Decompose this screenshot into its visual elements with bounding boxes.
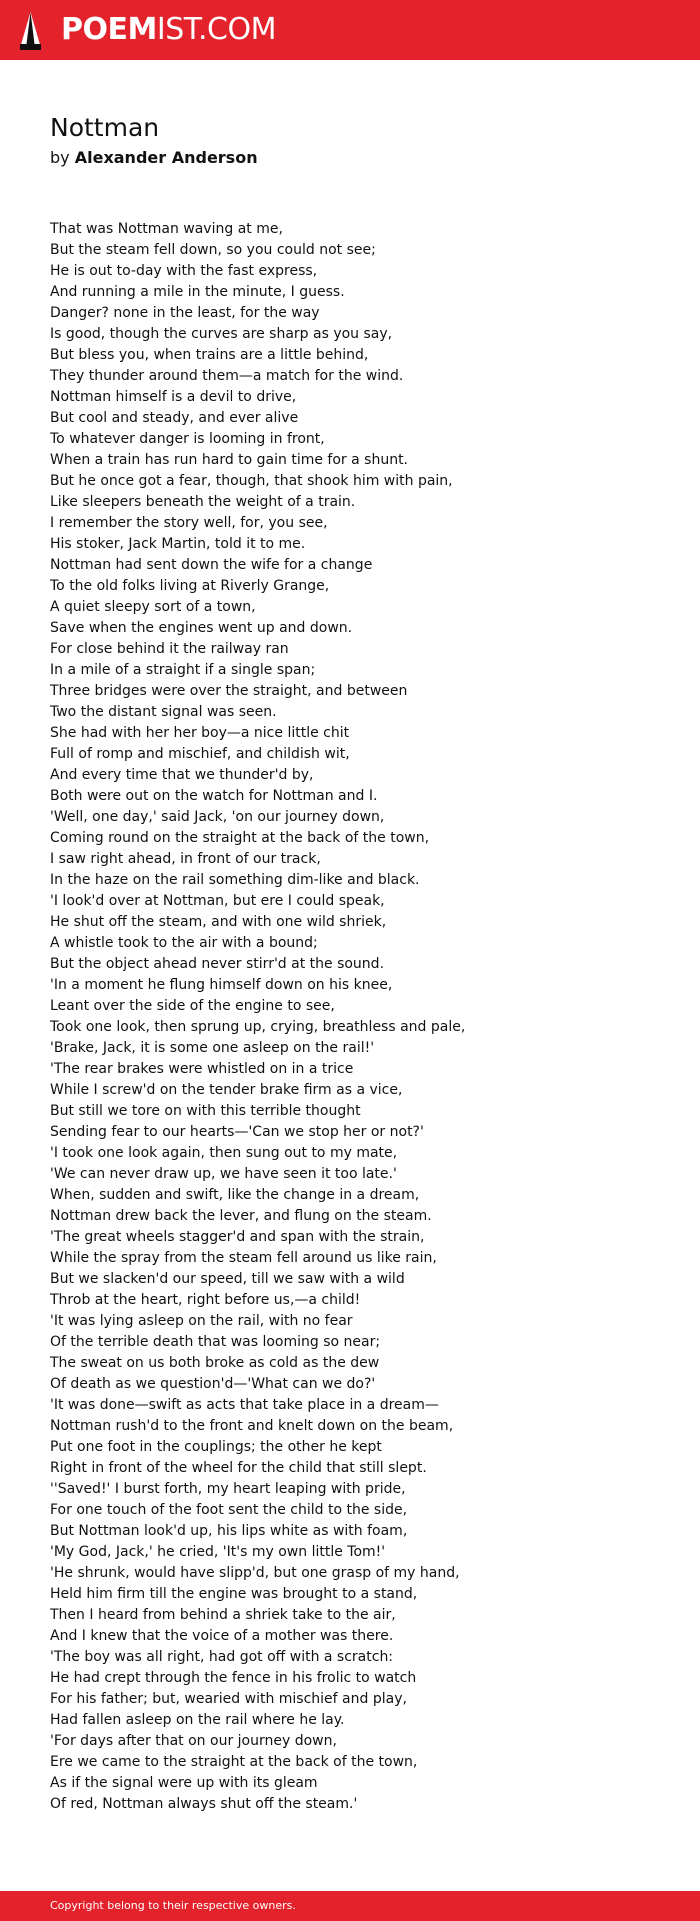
poem-line: While I screw'd on the tender brake firm as a vice, [50, 1082, 403, 1098]
poem-header [50, 110, 650, 170]
poem-line: 'In a moment he flung himself down on his knee, [50, 977, 393, 993]
poem-line: When, sudden and swift, like the change in a dream, [50, 1187, 420, 1203]
poem-line: Coming round on the straight at the back of the town, [50, 830, 430, 846]
byline-prefix: by [50, 148, 70, 167]
poem-line: 'My God, Jack,' he cried, 'It's my own little Tom!' [50, 1544, 386, 1560]
poem-line: But still we tore on with this terrible thought [50, 1103, 361, 1119]
poem-line: To whatever danger is looming in front, [50, 431, 325, 447]
poem-line: In the haze on the rail something dim-like and black. [50, 872, 420, 888]
poem-line: 'For days after that on our journey down, [50, 1733, 337, 1749]
poem-line: 'It was done—swift as acts that take place in a dream— [50, 1397, 439, 1413]
poem-line: But bless you, when trains are a little behind, [50, 347, 369, 363]
poem-line: That was Nottman waving at me, [50, 221, 283, 237]
poem-line: She had with her her boy—a nice little chit [50, 725, 350, 741]
poem-line: But he once got a fear, though, that shook him with pain, [50, 473, 453, 489]
poem-line: Of red, Nottman always shut off the steam.' [50, 1796, 358, 1812]
poem-line: While the spray from the steam fell around us like rain, [50, 1250, 437, 1266]
poem-line: Sending fear to our hearts—'Can we stop her or not?' [50, 1124, 424, 1140]
poem-line: Put one foot in the couplings; the other he kept [50, 1439, 382, 1455]
poem-line: A quiet sleepy sort of a town, [50, 599, 256, 615]
poem-line: Is good, though the curves are sharp as you say, [50, 326, 393, 342]
poem-line: Nottman drew back the lever, and flung on the steam. [50, 1208, 432, 1224]
poem-line: 'We can never draw up, we have seen it too late.' [50, 1166, 397, 1182]
poem-line: They thunder around them—a match for the wind. [50, 368, 404, 384]
poem-line: 'Well, one day,' said Jack, 'on our journey down, [50, 809, 385, 825]
poem-line: Like sleepers beneath the weight of a train. [50, 494, 356, 510]
poem-line: But the steam fell down, so you could not see; [50, 242, 376, 258]
poem-line: For one touch of the foot sent the child to the side, [50, 1502, 408, 1518]
poem-line: Held him firm till the engine was brought to a stand, [50, 1586, 418, 1602]
poem-line: 'It was lying asleep on the rail, with no fear [50, 1313, 353, 1329]
poem-line: Full of romp and mischief, and childish wit, [50, 746, 350, 762]
poem-line: Then I heard from behind a shriek take to the air, [50, 1607, 396, 1623]
poem-line: Two the distant signal was seen. [50, 704, 277, 720]
poem-line: 'I look'd over at Nottman, but ere I could speak, [50, 893, 385, 909]
poem-line: He shut off the steam, and with one wild shriek, [50, 914, 387, 930]
poem-line: But Nottman look'd up, his lips white as with foam, [50, 1523, 408, 1539]
poem-line: Ere we came to the straight at the back of the town, [50, 1754, 418, 1770]
poem-line: The sweat on us both broke as cold as the dew [50, 1355, 380, 1371]
site-header [0, 0, 700, 60]
site-footer [0, 1891, 700, 1921]
poem-line: When a train has run hard to gain time for a shunt. [50, 452, 409, 468]
poem-line: For close behind it the railway ran [50, 641, 289, 657]
poem-line: Nottman himself is a devil to drive, [50, 389, 297, 405]
poem-line: 'He shrunk, would have slipp'd, but one grasp of my hand, [50, 1565, 460, 1581]
poem-line: And every time that we thunder'd by, [50, 767, 314, 783]
poem-line: Had fallen asleep on the rail where he lay. [50, 1712, 345, 1728]
poem-line: Danger? none in the least, for the way [50, 305, 320, 321]
poem-line: But cool and steady, and ever alive [50, 410, 299, 426]
poem-line: But we slacken'd our speed, till we saw with a wild [50, 1271, 405, 1287]
poem-line: Nottman rush'd to the front and knelt down on the beam, [50, 1418, 454, 1434]
poem-line: Nottman had sent down the wife for a change [50, 557, 373, 573]
poem-line: Save when the engines went up and down. [50, 620, 353, 636]
poem-line: And running a mile in the minute, I guess. [50, 284, 345, 300]
poem-body [50, 219, 670, 1815]
poem-line: And I knew that the voice of a mother was there. [50, 1628, 394, 1644]
poem-line: Both were out on the watch for Nottman and I. [50, 788, 378, 804]
poem-line: Of death as we question'd—'What can we do?' [50, 1376, 376, 1392]
poem-line: I remember the story well, for, you see, [50, 515, 328, 531]
logo-text-bold: POEM [61, 12, 157, 47]
poem-line: He is out to-day with the fast express, [50, 263, 318, 279]
poem-line: Of the terrible death that was looming so near; [50, 1334, 381, 1350]
poem-line: 'I took one look again, then sung out to my mate, [50, 1145, 398, 1161]
poem-author: Alexander Anderson [74, 148, 258, 167]
poem-line: For his father; but, wearied with mischief and play, [50, 1691, 407, 1707]
logo-text-light: IST.COM [156, 12, 276, 47]
poem-line: Took one look, then sprung up, crying, breathless and pale, [50, 1019, 466, 1035]
poem-line: Leant over the side of the engine to see, [50, 998, 335, 1014]
site-logo[interactable] [18, 10, 276, 50]
quill-nib-icon [18, 10, 43, 50]
poem-line: Right in front of the wheel for the child that still slept. [50, 1460, 427, 1476]
poem-line: To the old folks living at Riverly Grange, [50, 578, 330, 594]
site-logo-text [61, 10, 276, 50]
poem-title: Nottman [50, 113, 160, 142]
poem-byline [50, 146, 650, 170]
poem-line: I saw right ahead, in front of our track, [50, 851, 321, 867]
poem-line: 'The rear brakes were whistled on in a trice [50, 1061, 354, 1077]
poem-line: 'The boy was all right, had got off with a scratch: [50, 1649, 394, 1665]
poem-line: He had crept through the fence in his frolic to watch [50, 1670, 417, 1686]
footer-copyright: Copyright belong to their respective owners. [50, 1899, 296, 1912]
poem-line: A whistle took to the air with a bound; [50, 935, 318, 951]
poem-line: In a mile of a straight if a single span; [50, 662, 316, 678]
poem-line: But the object ahead never stirr'd at the sound. [50, 956, 385, 972]
poem-line: His stoker, Jack Martin, told it to me. [50, 536, 306, 552]
poem-line: Three bridges were over the straight, and between [50, 683, 408, 699]
poem-line: Throb at the heart, right before us,—a child! [50, 1292, 361, 1308]
poem-line: ''Saved!' I burst forth, my heart leaping with pride, [50, 1481, 406, 1497]
poem-line: 'Brake, Jack, it is some one asleep on the rail!' [50, 1040, 375, 1056]
poem-line: 'The great wheels stagger'd and span with the strain, [50, 1229, 425, 1245]
poem-line: As if the signal were up with its gleam [50, 1775, 318, 1791]
